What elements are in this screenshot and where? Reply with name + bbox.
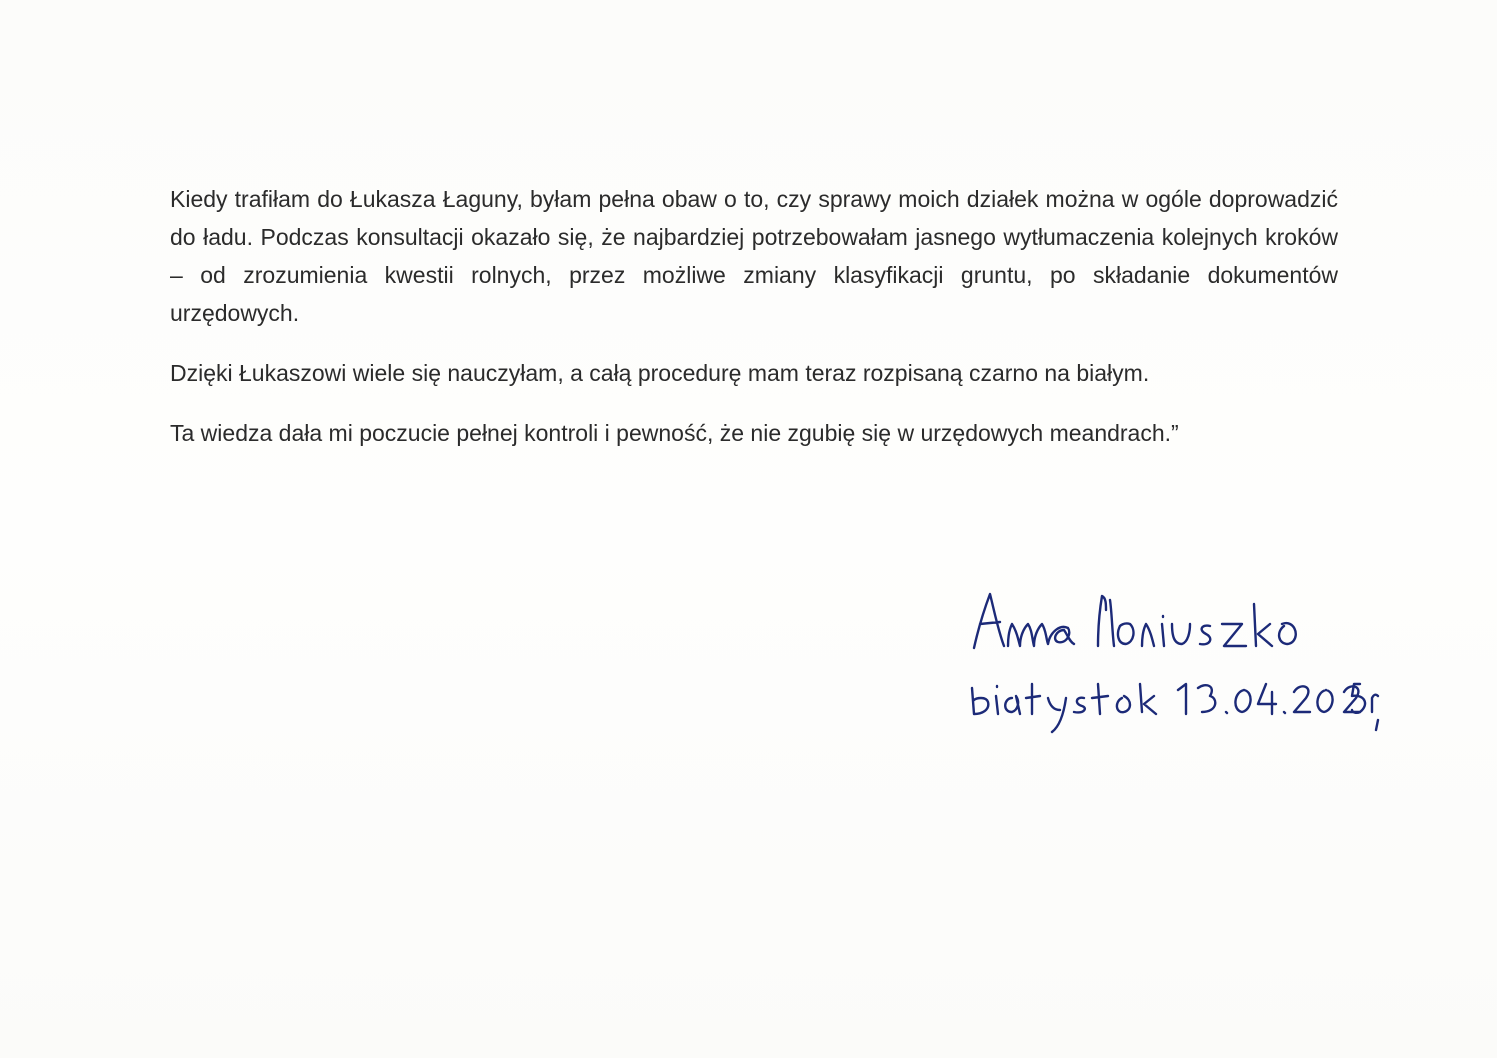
paragraph-1: Kiedy trafiłam do Łukasza Łaguny, byłam pełna obaw o to, czy sprawy moich działek można w ogóle doprowadzić do ładu. Podczas konsultacji okazało się, że najbardziej potrzebowałam jasnego wytłumaczenia kolejnych kroków – od zrozumienia kwestii rolnych, przez możliwe zmiany klasyfikacji gruntu, po składanie dokumentów urzędowych.	[170, 186, 1338, 326]
letter-body	[170, 180, 1338, 452]
signature-date-tail-stroke	[1352, 684, 1378, 730]
paragraph-3: Ta wiedza dała mi poczucie pełnej kontroli i pewność, że nie zgubię się w urzędowych meandrach.”	[170, 420, 1179, 446]
signature-date-stroke	[1178, 684, 1360, 714]
paragraph-2: Dzięki Łukaszowi wiele się nauczyłam, a całą procedurę mam teraz rozpisaną czarno na białym.	[170, 360, 1150, 386]
signature-place-stroke	[972, 684, 1156, 732]
signature-surname-stroke	[1098, 596, 1296, 646]
signature-drawing	[960, 580, 1380, 760]
signature-name-stroke	[974, 594, 1074, 648]
handwritten-signature-block	[960, 580, 1380, 760]
